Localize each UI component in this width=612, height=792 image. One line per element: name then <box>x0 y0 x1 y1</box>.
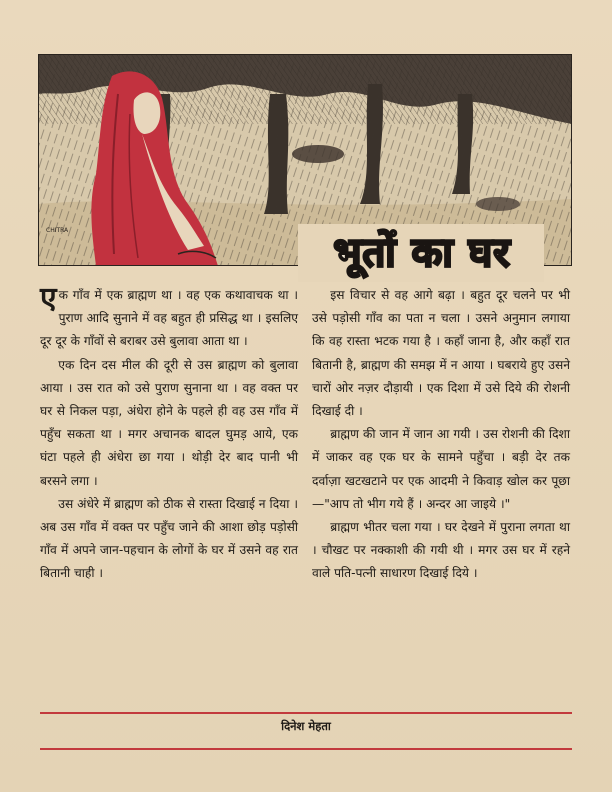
paragraph: इस विचार से वह आगे बढ़ा । बहुत दूर चलने पर भी उसे पड़ोसी गाँव का पता न चला । उसने अनुमान लगाया कि वह रास्ता भटक गया है । कहाँ जाना है, और कहाँ रात बितानी है, ब्राह्मण की समझ में न आया । घबराये हुए उसने चारों ओर नज़र दौड़ायी । एक दिशा में उसे दिये की रोशनी दिखाई दी । <box>312 288 570 419</box>
left-column <box>40 281 298 586</box>
paragraph: एक दिन दस मील की दूरी से उस ब्राह्मण को बुलावा आया । उस रात को उसे पुराण सुनाना था । वह वक्त पर घर से निकल पड़ा, अंधेरा होने के पहले ही वह उस गाँव में पहुँच सकता था । मगर अचानक बादल घुमड़ आये, एक घंटा पहले ही अंधेरा छा गया । थोड़ी देर बाद पानी भी बरसने लगा । <box>40 357 298 488</box>
illustrator-signature: CHITRA <box>46 227 69 234</box>
story-title: भूतों का घर <box>333 230 511 276</box>
author-byline: दिनेश मेहता <box>281 719 331 733</box>
paragraph: उस अंधेरे में ब्राह्मण को ठीक से रास्ता दिखाई न दिया । अब उस गाँव में वक्त पर पहुँच जाने की आशा छोड़ पड़ोसी गाँव में अपने जान-पहचान के लोगों के घर में उसने वह रात बितानी चाही । <box>40 496 298 581</box>
paragraph: एक गाँव में एक ब्राह्मण था । वह एक कथावाचक था । पुराण आदि सुनाने में वह बहुत ही प्रसिद्ध था । इसलिए दूर दूर के गाँवों से बराबर उसे बुलावा आता था । <box>40 281 298 349</box>
divider-bottom <box>40 748 572 750</box>
paragraph: ब्राह्मण भीतर चला गया । घर देखने में पुराना लगता था । चौखट पर नक्काशी की गयी थी । मगर उस घर में रहने वाले पति-पत्नी साधारण दिखाई दिये । <box>312 520 570 581</box>
drop-cap: ए <box>40 281 57 316</box>
right-column <box>312 284 570 586</box>
paragraph: ब्राह्मण की जान में जान आ गयी । उस रोशनी की दिशा में जाकर वह एक घर के सामने पहुँचा । बड़ी देर तक दर्वाज़ा खटखटाने पर एक आदमी ने किवाड़ खोल कर पूछा—"आप तो भीग गये हैं । अन्दर आ जाइये ।" <box>312 427 570 511</box>
divider-top <box>40 712 572 714</box>
